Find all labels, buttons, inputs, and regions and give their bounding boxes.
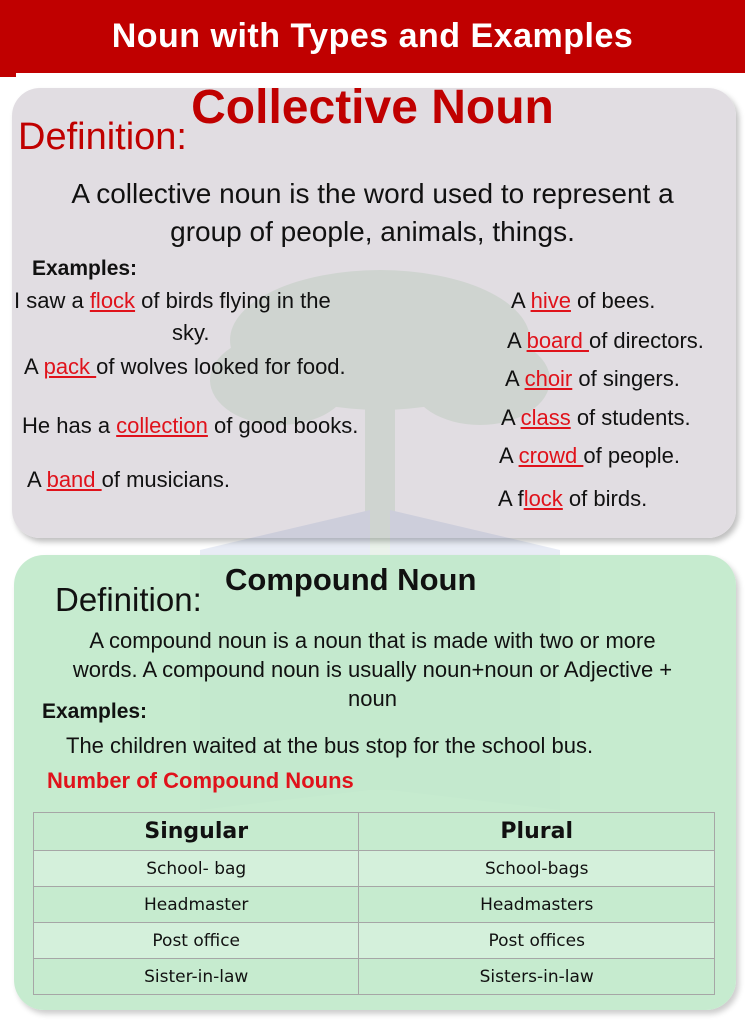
example-line — [27, 467, 230, 493]
example-pre: I saw a — [14, 288, 90, 313]
example-line — [507, 328, 704, 354]
table-row — [34, 923, 715, 959]
singular-cell: Post office — [34, 923, 359, 959]
example-pre: A — [24, 354, 44, 379]
example-post: of birds flying in the — [135, 288, 331, 313]
example-pre: A — [499, 443, 519, 468]
example-line — [499, 443, 680, 469]
example-post: of directors. — [588, 328, 704, 353]
column-header-plural: Plural — [359, 813, 715, 851]
example-line — [24, 354, 346, 380]
singular-cell: Sister-in-law — [34, 959, 359, 995]
column-header-singular: Singular — [34, 813, 359, 851]
example-pre: A f — [498, 486, 524, 511]
plural-cell: Post offices — [359, 923, 715, 959]
table-header-row — [34, 813, 715, 851]
plural-cell: Sisters-in-law — [359, 959, 715, 995]
example-pre: A — [511, 288, 531, 313]
example-post: of birds. — [562, 486, 648, 511]
example-post: of good books. — [207, 413, 359, 438]
example-post: sky. — [172, 320, 210, 345]
example-line — [498, 486, 647, 512]
collective-noun-word: class — [520, 405, 571, 430]
collective-definition-line: A collective noun is the word used to represent a — [71, 178, 674, 209]
example-post: of students. — [570, 405, 691, 430]
header-accent — [0, 73, 16, 77]
page-header: Noun with Types and Examples — [0, 0, 745, 73]
collective-definition-label: Definition: — [18, 116, 187, 158]
singular-cell: Headmaster — [34, 887, 359, 923]
example-pre: A — [507, 328, 527, 353]
example-pre: A — [505, 366, 525, 391]
example-pre: He has a — [22, 413, 117, 438]
example-post: of people. — [583, 443, 681, 468]
example-line — [501, 405, 691, 431]
collective-noun-word: collection — [116, 413, 208, 438]
table-row — [34, 851, 715, 887]
compound-examples-label: Examples: — [42, 700, 148, 723]
example-pre: A — [501, 405, 521, 430]
example-post: of bees. — [570, 288, 656, 313]
example-post: of singers. — [572, 366, 680, 391]
example-line — [14, 288, 331, 314]
plural-cell: School-bags — [359, 851, 715, 887]
number-of-compound-nouns-heading: Number of Compound Nouns — [47, 768, 354, 793]
example-pre: A — [27, 467, 47, 492]
compound-definition-label: Definition: — [55, 581, 202, 618]
collective-noun-word: choir — [524, 366, 573, 391]
plural-cell: Headmasters — [359, 887, 715, 923]
compound-example-sentence: The children waited at the bus stop for the school bus. — [66, 733, 594, 758]
example-post: of musicians. — [101, 467, 231, 492]
compound-definition-line: A compound noun is a noun that is made with two or more — [89, 628, 656, 653]
example-line — [511, 288, 655, 314]
collective-definition-line: group of people, animals, things. — [170, 216, 575, 247]
collective-noun-word: lock — [523, 486, 563, 511]
collective-examples-label: Examples: — [32, 257, 138, 280]
collective-noun-word: hive — [530, 288, 571, 313]
collective-noun-word: board — [526, 328, 589, 353]
compound-definition-line: words. A compound noun is usually noun+noun or Adjective + — [72, 657, 673, 682]
table-row — [34, 887, 715, 923]
collective-noun-word: pack — [43, 354, 97, 379]
compound-definition-line: noun — [348, 686, 397, 711]
collective-definition-text — [20, 175, 725, 251]
collective-noun-word: band — [46, 467, 102, 492]
compound-noun-title: Compound Noun — [225, 562, 477, 597]
singular-cell: School- bag — [34, 851, 359, 887]
example-post: of wolves looked for food. — [96, 354, 346, 379]
collective-noun-word: flock — [89, 288, 136, 313]
collective-noun-word: crowd — [518, 443, 584, 468]
example-line — [22, 413, 358, 439]
example-line — [172, 320, 209, 346]
compound-noun-table — [33, 812, 715, 995]
table-row — [34, 959, 715, 995]
example-line — [505, 366, 680, 392]
collective-noun-title: Collective Noun — [191, 81, 554, 134]
